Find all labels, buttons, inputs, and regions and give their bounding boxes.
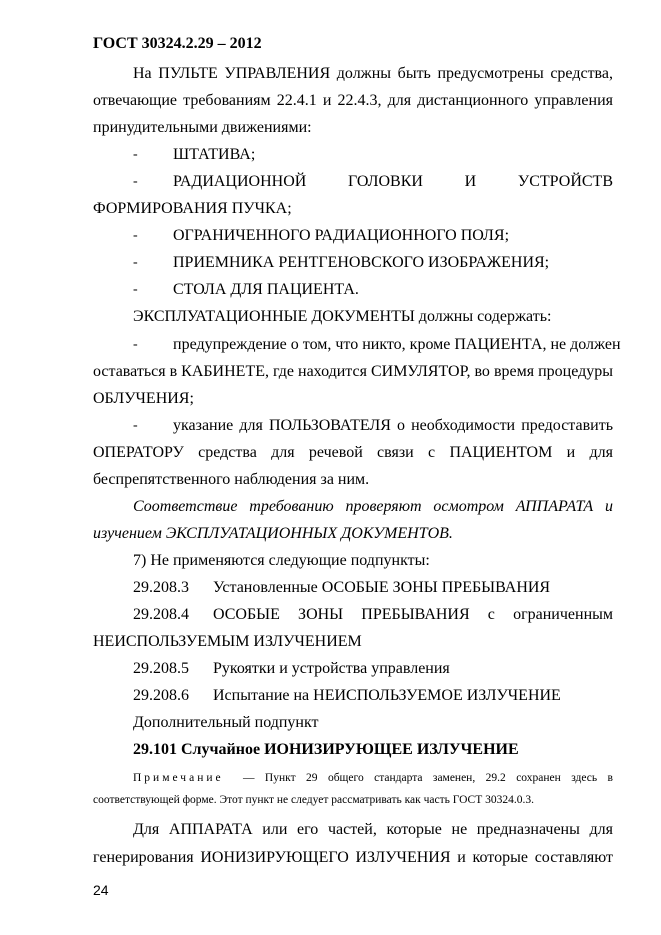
note-label: Примечание (133, 772, 224, 784)
subclause-number: 29.208.6 (133, 687, 189, 704)
note-line (133, 770, 613, 786)
note-line: соответствующей форме. Этот пункт не следует рассматривать как часть ГОСТ 30324.0.3. (93, 794, 534, 806)
list-item-continuation: ОБЛУЧЕНИЯ; (93, 390, 194, 407)
document-header: ГОСТ 30324.2.29 – 2012 (93, 35, 262, 52)
paragraph-line: 7) Не применяются следующие подпункты: (133, 552, 430, 569)
paragraph-line: принудительными движениями: (93, 119, 312, 136)
list-item-continuation: оставаться в КАБИНЕТЕ, где находится СИМУЛЯТОР, во время процедуры (93, 363, 613, 380)
list-bullet: - (133, 147, 138, 162)
subclause-title: ОСОБЫЕ ЗОНЫ ПРЕБЫВАНИЯ с ограниченным (213, 606, 613, 623)
list-item: СТОЛА ДЛЯ ПАЦИЕНТА. (173, 281, 359, 298)
list-item: РАДИАЦИОННОЙ ГОЛОВКИ И УСТРОЙСТВ (173, 173, 613, 190)
list-bullet: - (133, 418, 138, 433)
paragraph-line: генерирования ИОНИЗИРУЮЩЕГО ИЗЛУЧЕНИЯ и которые составляют (93, 849, 613, 866)
list-bullet: - (133, 337, 138, 352)
list-item: ПРИЕМНИКА РЕНТГЕНОВСКОГО ИЗОБРАЖЕНИЯ; (173, 254, 550, 271)
subclause-title: Испытание на НЕИСПОЛЬЗУЕМОЕ ИЗЛУЧЕНИЕ (213, 687, 561, 704)
list-item: ОГРАНИЧЕННОГО РАДИАЦИОННОГО ПОЛЯ; (173, 227, 510, 244)
list-bullet: - (133, 228, 138, 243)
compliance-line: Соответствие требованию проверяют осмотром АППАРАТА и (133, 498, 613, 515)
list-bullet: - (133, 282, 138, 297)
list-item-continuation: ОПЕРАТОРУ средства для речевой связи с ПАЦИЕНТОМ и для (93, 444, 613, 461)
list-bullet: - (133, 255, 138, 270)
subclause-title-continuation: НЕИСПОЛЬЗУЕМЫМ ИЗЛУЧЕНИЕМ (93, 633, 362, 650)
compliance-line: изучением ЭКСПЛУАТАЦИОННЫХ ДОКУМЕНТОВ. (93, 525, 453, 542)
list-item: ШТАТИВА; (173, 146, 256, 163)
subclause-title: Рукоятки и устройства управления (213, 660, 450, 677)
paragraph-line: На ПУЛЬТЕ УПРАВЛЕНИЯ должны быть предусмотрены средства, (133, 65, 613, 82)
paragraph-line: отвечающие требованиям 22.4.1 и 22.4.3, для дистанционного управления (93, 92, 613, 109)
subclause-number: 29.208.3 (133, 579, 189, 596)
subclause-number: 29.208.5 (133, 660, 189, 677)
list-item: указание для ПОЛЬЗОВАТЕЛЯ о необходимости предоставить (173, 417, 613, 434)
subclause-title: Установленные ОСОБЫЕ ЗОНЫ ПРЕБЫВАНИЯ (213, 579, 551, 596)
list-item: предупреждение о том, что никто, кроме ПАЦИЕНТА, не должен (173, 336, 621, 353)
list-item-continuation: ФОРМИРОВАНИЯ ПУЧКА; (93, 200, 292, 217)
list-item-continuation: беспрепятственного наблюдения за ним. (93, 471, 370, 488)
paragraph-line: ЭКСПЛУАТАЦИОННЫЕ ДОКУМЕНТЫ должны содержать: (133, 308, 552, 325)
page-number: 24 (93, 882, 109, 898)
section-heading: 29.101 Случайное ИОНИЗИРУЮЩЕЕ ИЗЛУЧЕНИЕ (133, 741, 519, 758)
note-text: — Пункт 29 общего стандарта заменен, 29.2 сохранен здесь в (243, 772, 613, 784)
list-bullet: - (133, 174, 138, 189)
paragraph-line: Дополнительный подпункт (133, 714, 319, 731)
paragraph-line: Для АППАРАТА или его частей, которые не предназначены для (133, 821, 613, 838)
subclause-number: 29.208.4 (133, 606, 189, 623)
